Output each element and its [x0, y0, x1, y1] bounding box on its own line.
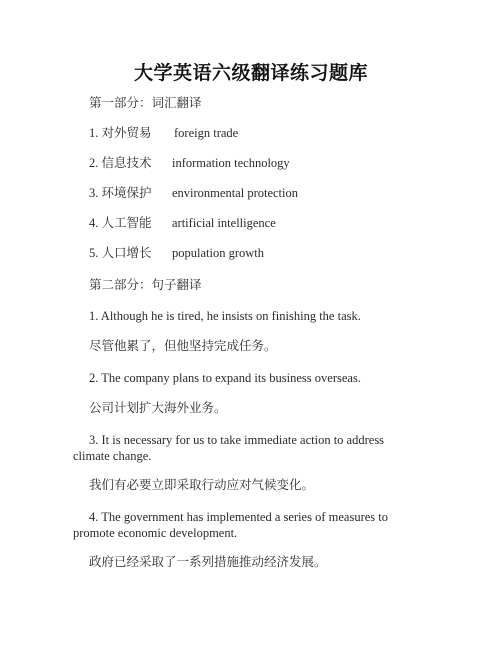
sentence-english: 4. The government has implemented a series of measures to promote economic development. [73, 510, 388, 540]
part2-heading: 第二部分：句子翻译 [89, 278, 202, 292]
sentence-chinese: 公司计划扩大海外业务。 [89, 401, 227, 415]
vocab-chinese: 1. 对外贸易 [89, 126, 152, 140]
document-title: 大学英语六级翻译练习题库 [133, 63, 368, 84]
vocab-chinese: 4. 人工智能 [89, 216, 152, 230]
vocab-english: environmental protection [172, 186, 299, 200]
vocab-chinese: 5. 人口增长 [89, 246, 152, 260]
vocab-item [89, 215, 276, 231]
vocab-item [89, 125, 238, 141]
vocab-english: artificial intelligence [172, 216, 276, 230]
sentence-chinese: 政府已经采取了一系列措施推动经济发展。 [89, 555, 327, 569]
vocab-chinese: 3. 环境保护 [89, 186, 152, 200]
vocab-item [89, 185, 298, 201]
vocab-english: foreign trade [174, 126, 239, 140]
sentence-chinese: 我们有必要立即采取行动应对气候变化。 [89, 478, 315, 492]
sentence-english: 1. Although he is tired, he insists on finishing the task. [89, 309, 361, 323]
sentence-chinese: 尽管他累了，但他坚持完成任务。 [89, 339, 277, 353]
sentence-english: 3. It is necessary for us to take immediate action to address climate change. [73, 433, 385, 463]
vocab-english: population growth [172, 246, 265, 260]
vocab-english: information technology [172, 156, 290, 170]
sentence-english: 2. The company plans to expand its business overseas. [89, 371, 361, 385]
vocab-chinese: 2. 信息技术 [89, 156, 152, 170]
vocab-item [89, 245, 264, 261]
vocab-item [89, 155, 290, 171]
part1-heading: 第一部分：词汇翻译 [89, 96, 202, 110]
